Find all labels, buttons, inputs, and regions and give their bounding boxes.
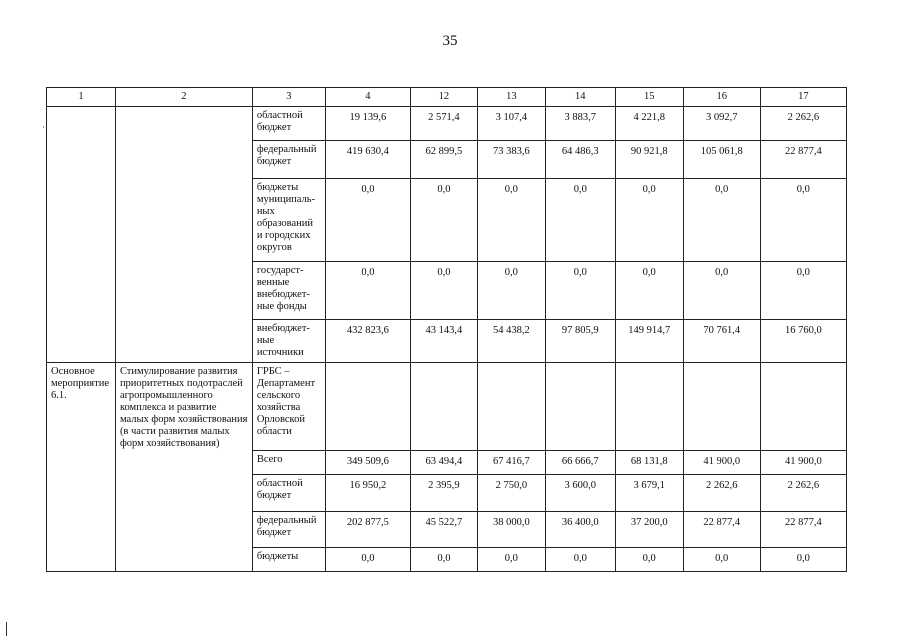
value-cell: 16 950,2 bbox=[325, 475, 410, 512]
scan-mark: · bbox=[42, 122, 45, 132]
value-cell: 16 760,0 bbox=[760, 320, 846, 363]
description-cell: Стимулирование развития приоритетных подотраслей агропромышленного комплекса и развитие малых форм хозяйствования (в части развития малых форм хозяйствования) bbox=[115, 363, 252, 572]
column-header: 14 bbox=[545, 88, 615, 107]
value-cell: 0,0 bbox=[477, 179, 545, 262]
value-cell: 19 139,6 bbox=[325, 107, 410, 141]
empty-cell bbox=[410, 363, 477, 451]
value-cell: 41 900,0 bbox=[760, 451, 846, 475]
value-cell: 0,0 bbox=[545, 262, 615, 320]
funding-source: федеральный бюджет bbox=[252, 141, 325, 179]
empty-cell bbox=[545, 363, 615, 451]
value-cell: 105 061,8 bbox=[683, 141, 760, 179]
value-cell: 0,0 bbox=[545, 179, 615, 262]
value-cell: 66 666,7 bbox=[545, 451, 615, 475]
value-cell: 0,0 bbox=[683, 179, 760, 262]
value-cell: 0,0 bbox=[615, 548, 683, 572]
value-cell: 68 131,8 bbox=[615, 451, 683, 475]
value-cell: 0,0 bbox=[410, 262, 477, 320]
empty-cell bbox=[683, 363, 760, 451]
value-cell: 0,0 bbox=[760, 262, 846, 320]
value-cell: 202 877,5 bbox=[325, 512, 410, 548]
empty-cell bbox=[760, 363, 846, 451]
description-cell-empty bbox=[115, 107, 252, 363]
funding-source: федеральный бюджет bbox=[252, 512, 325, 548]
column-header: 15 bbox=[615, 88, 683, 107]
value-cell: 0,0 bbox=[325, 179, 410, 262]
column-header: 3 bbox=[252, 88, 325, 107]
value-cell: 43 143,4 bbox=[410, 320, 477, 363]
value-cell: 0,0 bbox=[477, 548, 545, 572]
table-row bbox=[47, 363, 847, 451]
funding-source: государст-венные внебюджет-ные фонды bbox=[252, 262, 325, 320]
value-cell: 0,0 bbox=[760, 548, 846, 572]
value-cell: 0,0 bbox=[683, 262, 760, 320]
value-cell: 0,0 bbox=[325, 548, 410, 572]
value-cell: 2 262,6 bbox=[760, 475, 846, 512]
event-cell: Основное мероприятие 6.1. bbox=[47, 363, 116, 572]
value-cell: 0,0 bbox=[615, 179, 683, 262]
value-cell: 62 899,5 bbox=[410, 141, 477, 179]
value-cell: 2 262,6 bbox=[683, 475, 760, 512]
value-cell: 0,0 bbox=[477, 262, 545, 320]
value-cell: 2 395,9 bbox=[410, 475, 477, 512]
empty-cell bbox=[477, 363, 545, 451]
column-header: 13 bbox=[477, 88, 545, 107]
value-cell: 73 383,6 bbox=[477, 141, 545, 179]
value-cell: 0,0 bbox=[410, 548, 477, 572]
funding-source: областной бюджет bbox=[252, 107, 325, 141]
value-cell: 349 509,6 bbox=[325, 451, 410, 475]
funding-source: бюджеты bbox=[252, 548, 325, 572]
funding-source: областной бюджет bbox=[252, 475, 325, 512]
value-cell: 64 486,3 bbox=[545, 141, 615, 179]
value-cell: 2 571,4 bbox=[410, 107, 477, 141]
empty-cell bbox=[615, 363, 683, 451]
budget-table bbox=[46, 87, 847, 572]
value-cell: 149 914,7 bbox=[615, 320, 683, 363]
value-cell: 0,0 bbox=[683, 548, 760, 572]
column-header: 12 bbox=[410, 88, 477, 107]
empty-cell bbox=[325, 363, 410, 451]
value-cell: 3 679,1 bbox=[615, 475, 683, 512]
value-cell: 3 092,7 bbox=[683, 107, 760, 141]
table-row bbox=[47, 107, 847, 141]
value-cell: 3 107,4 bbox=[477, 107, 545, 141]
value-cell: 90 921,8 bbox=[615, 141, 683, 179]
value-cell: 45 522,7 bbox=[410, 512, 477, 548]
value-cell: 22 877,4 bbox=[760, 141, 846, 179]
value-cell: 3 883,7 bbox=[545, 107, 615, 141]
column-header: 17 bbox=[760, 88, 846, 107]
column-header: 16 bbox=[683, 88, 760, 107]
funding-source: Всего bbox=[252, 451, 325, 475]
value-cell: 36 400,0 bbox=[545, 512, 615, 548]
funding-source: внебюджет-ные источники bbox=[252, 320, 325, 363]
value-cell: 2 262,6 bbox=[760, 107, 846, 141]
value-cell: 0,0 bbox=[410, 179, 477, 262]
column-header: 4 bbox=[325, 88, 410, 107]
value-cell: 0,0 bbox=[760, 179, 846, 262]
value-cell: 38 000,0 bbox=[477, 512, 545, 548]
value-cell: 0,0 bbox=[545, 548, 615, 572]
value-cell: 0,0 bbox=[615, 262, 683, 320]
column-header: 2 bbox=[115, 88, 252, 107]
grbs-cell: ГРБС – Департамент сельского хозяйства Орловской области bbox=[252, 363, 325, 451]
page-number: 35 bbox=[442, 33, 458, 49]
value-cell: 4 221,8 bbox=[615, 107, 683, 141]
value-cell: 70 761,4 bbox=[683, 320, 760, 363]
value-cell: 22 877,4 bbox=[683, 512, 760, 548]
header-row bbox=[47, 88, 847, 107]
funding-source: бюджеты муниципаль-ных образований и городских округов bbox=[252, 179, 325, 262]
value-cell: 419 630,4 bbox=[325, 141, 410, 179]
value-cell: 54 438,2 bbox=[477, 320, 545, 363]
event-cell-empty bbox=[47, 107, 116, 363]
value-cell: 432 823,6 bbox=[325, 320, 410, 363]
value-cell: 3 600,0 bbox=[545, 475, 615, 512]
value-cell: 67 416,7 bbox=[477, 451, 545, 475]
value-cell: 2 750,0 bbox=[477, 475, 545, 512]
margin-mark bbox=[6, 622, 7, 636]
value-cell: 97 805,9 bbox=[545, 320, 615, 363]
value-cell: 63 494,4 bbox=[410, 451, 477, 475]
value-cell: 37 200,0 bbox=[615, 512, 683, 548]
value-cell: 22 877,4 bbox=[760, 512, 846, 548]
column-header: 1 bbox=[47, 88, 116, 107]
value-cell: 0,0 bbox=[325, 262, 410, 320]
value-cell: 41 900,0 bbox=[683, 451, 760, 475]
